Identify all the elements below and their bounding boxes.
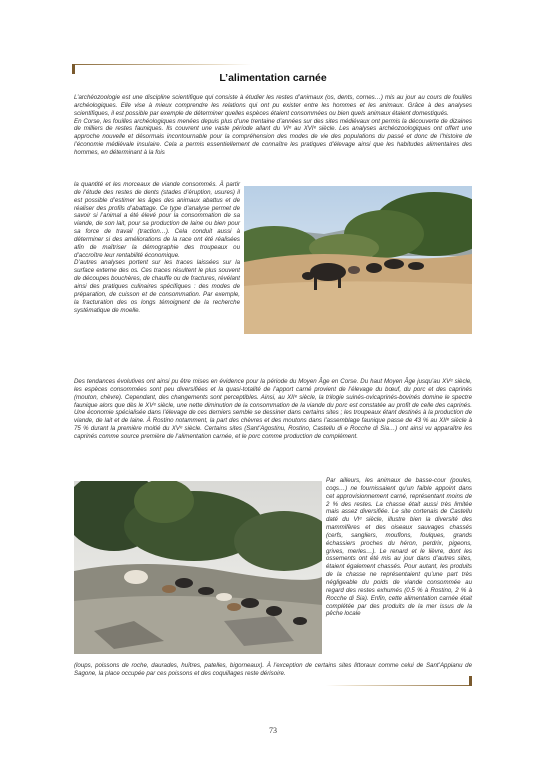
page-number: 73 <box>269 726 277 735</box>
page-title: L’alimentation carnée <box>219 72 327 84</box>
left-column-text <box>74 181 240 314</box>
intro-text <box>74 94 472 157</box>
intro-paragraph: En Corse, les fouilles archéologiques menées depuis plus d’une trentaine d’années sur des sites médiévaux ont permis la découverte de dizaines de milliers de restes fauniques. Ils couvrent une vaste période allant du VIᵉ au XVIᵉ siècle. Les analyses archéozoologiques ont offert une approche nouvelle et désormais incontournable pour la compréhension des modes de vie des populations du passé et donc de l’histoire de l’économie médiévale insulaire. Cela a permis essentiellement de connaître les pratiques d’élevage ainsi que les habitudes alimentaires des hommes, en déterminant à la fois <box>74 117 472 156</box>
intro-paragraph: L’archéozoologie est une discipline scientifique qui consiste à étudier les restes d’animaux (os, dents, cornes…) mis au jour au cours de fouilles archéologiques. Elle vise à mieux comprendre les relations qui ont pu exister entre les hommes et les animaux. Grâce à des analyses scientifiques, il est possible par exemple de déterminer quelles espèces étaient consommées ou bien quels animaux étaient domestiqués. <box>74 94 472 117</box>
left-column-paragraph: la quantité et les morceaux de viande consommés. À partir de l’étude des restes de dents (stades d’éruption, usures) il est possible d’estimer les âges des animaux abattus et de réaliser des profils d’abattage. Ce type d’analyse permet de savoir si l’animal a été élevé pour la consommation de sa viande, de son lait, pour sa production de laine ou bien pour sa force de travail (traction…). Cela conduit aussi à déterminer si des améliorations de la race ont été réalisées afin de maîtriser la démographie des troupeaux ou d’accroître leur rentabilité économique. <box>74 181 240 259</box>
right-column-paragraph: Par ailleurs, les animaux de basse-cour (poules, coqs…) ne fournissaient qu’un faible appoint dans cet approvisionnement carné, représentant moins de 2 % des restes. La chasse était aussi très limitée mais assez diversifiée. Le site cortenais de Castellu daté du VIᵉ siècle, illustre bien la diversité des mammifères et des oiseaux sauvages chassés (cerfs, sangliers, mouflons, foulques, grands échassiers proches du héron, perdrix, pigeons, grives, merles…). Le renard et le lièvre, dont les ossements ont été mis au jour dans d’autres sites, étaient également chassés. Pour autant, les produits de la chasse ne représentaient qu’une part très négligeable du poids de viande consommée au regard des restes exhumés (0.5 % à Rostino, 2 % à Rocche di Sia). Enfin, cette alimentation carnée était complétée par des produits de la mer issus de la pêche locale <box>326 477 472 618</box>
left-column-paragraph: D’autres analyses portent sur les traces laissées sur la surface externe des os. Ces traces résultent le plus souvent de découpes bouchères, de chauffe ou de fractures, révélant ainsi des pratiques culinaires spécifiques : des modes de préparation, de cuisson et de consommation. Par exemple, la fracturation des os longs témoignent de la recherche systématique de moelle. <box>74 259 240 314</box>
bottom-paragraph: (loups, poissons de roche, daurades, huîtres, patelles, bigorneaux). À l’exception de certains sites littoraux comme celui de Sant’Appianu de Sagone, la place occupée par ces poissons et des coquillages reste dérisoire. <box>74 662 472 677</box>
bottom-text <box>74 662 472 678</box>
goats-photo <box>74 481 322 654</box>
middle-paragraph: Des tendances évolutives ont ainsi pu être mises en évidence pour la période du Moyen Âge en Corse. Du haut Moyen Âge jusqu’au XVᵉ siècle, les espèces consommées sont peu diversifiées et la quasi-totalité de l’apport carné provient de l’élevage du bœuf, du porc et des caprinés (mouton, chèvre). Cependant, des changements sont perceptibles. Ainsi, au XIIᵉ siècle, la trilogie suinés-ovicaprinés-bovinés domine le spectre faunique alors que dès le XVᵉ siècle, une nette diminution de la consommation de la viande du porc est constatée au profit de celle des caprinés. Une économie spécialisée dans l’élevage de ces derniers semble se dessiner dans certains sites ; les troupeaux étant destinés à la production de viande, de lait et de laine. À Rostino notamment, la part des chèvres et des moutons dans l’assemblage faunique passe de 43 % au XIIᵉ siècle à 75 % durant la première moitié du XVᵉ siècle. Certains sites (Sant’Agostinu, Rostino, Castellu di e Rocche di Sia…) ont ainsi vu apparaître les caprinés comme source première de l’alimentation carnée, et le porc comme production de complément. <box>74 378 472 440</box>
pigs-photo <box>244 186 472 334</box>
right-column-text <box>326 477 472 618</box>
middle-text <box>74 378 472 441</box>
